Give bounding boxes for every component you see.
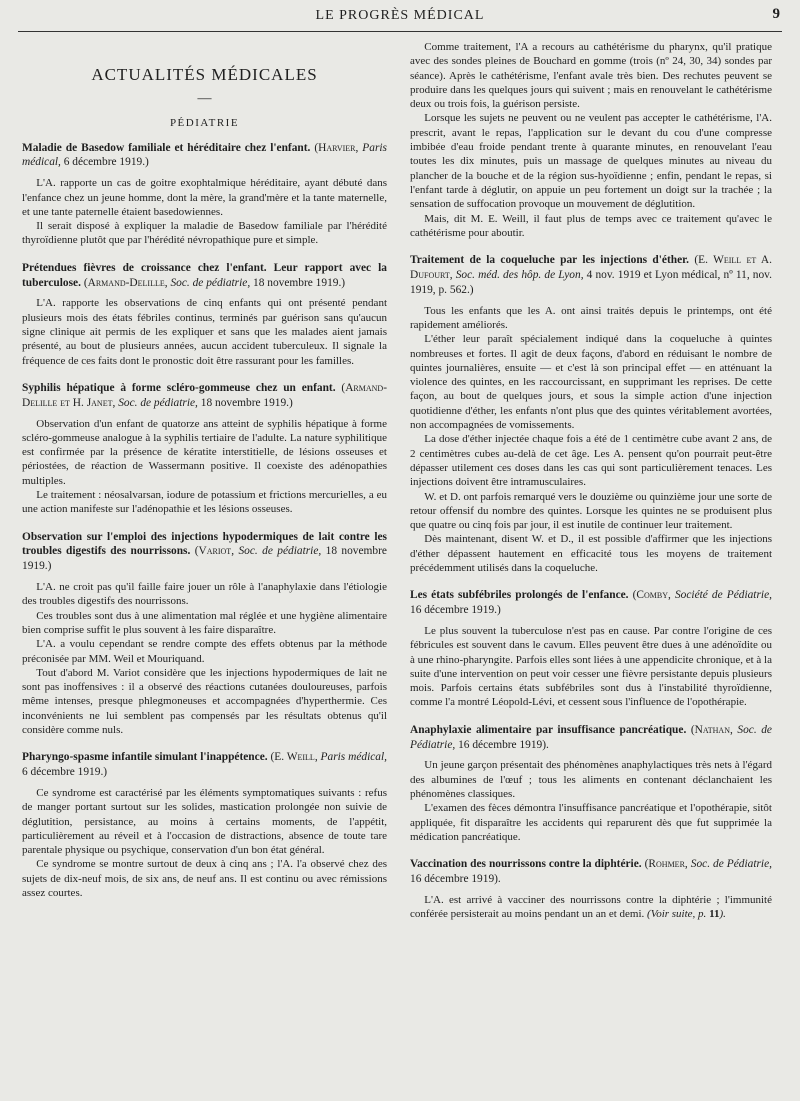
paragraph: L'A. rapporte les observations de cinq enfants qui ont présenté pendant plusieurs mois des états fébriles continus, terminés par guérison sans qu'aucun signe clinique ait permis de les expliquer et sans que les malades aient jamais présenté, au bout de plusieurs années, aucun accident tuberculeux. Il signale la fréquence de ces faits dont le pronostic doit être rassurant pour les familles. xyxy=(22,297,387,367)
article-author: Armand-Delille, xyxy=(87,276,168,289)
continuation-close: ). xyxy=(719,908,726,921)
article-coqueluche-ether xyxy=(410,253,772,575)
article-author: Nathan, xyxy=(694,723,733,736)
article-title: Prétendues fièvres de croissance chez l'enfant. Leur rapport avec la tuberculose. xyxy=(22,261,387,289)
article-pharyngo-spasme-continued xyxy=(410,40,772,240)
right-column xyxy=(410,40,772,934)
page-number: 9 xyxy=(772,6,780,22)
paragraph: Observation d'un enfant de quatorze ans atteint de syphilis hépatique à forme scléro-gommeuse analogue à la syphilis tertiaire de l'adulte. La nature syphilitique est confirmée par la présence de kératite interstitielle, de lésions osseuses et périostées, de réaction de Wassermann positive. Il coexiste des adénopathies multiples. xyxy=(22,417,387,487)
paragraph: L'A. rapporte un cas de goitre exophtalmique héréditaire, ayant débuté dans l'enfance chez un jeune homme, dont la mère, la grand'mère et la tante maternelle, et une tante paternelle étaient basedowiennes. xyxy=(22,177,387,218)
article-source: Soc. de Pédiatrie, xyxy=(410,723,772,751)
paragraph: La dose d'éther injectée chaque fois a été de 1 centimètre cube avant 2 ans, de 2 centimètres cubes au-delà de cet âge. Les A. pensent qu'on pourrait peut-être dépasser utilement ces doses dans les cas qui sont particulièrement tenaces. Les injections doivent être intramusculaires. xyxy=(410,433,772,489)
article-date: 4 nov. 1919 et Lyon médical, nº 11, nov. 1919, p. 562.) xyxy=(410,268,772,296)
article-source: Paris médical, xyxy=(22,141,387,169)
paragraph: Lorsque les sujets ne peuvent ou ne veulent pas accepter le cathétérisme, l'A. prescrit, avant le repas, l'application sur le devant du cou d'une compresse imbibée d'eau froide pendant trente à quarante minutes, en renouvelant l'eau toutes les dix minutes, puis un massage de quelques minutes au niveau du plancher de la bouche et de la région sus-hyoïdienne ; enfin, pendant le repas, si l'enfant tarde à déglutir, on appuie un peu fortement un doigt sur la trachée ; la sensation de suffocation provoque un mouvement de déglutition. xyxy=(410,112,772,211)
article-author: Harvier, xyxy=(318,141,359,154)
paragraph: Mais, dit M. E. Weill, il faut plus de temps avec ce traitement qu'avec le cathétérisme pour aboutir. xyxy=(410,212,772,239)
article-title: Pharyngo-spasme infantile simulant l'inappétence. xyxy=(22,751,268,764)
paragraph: L'A. ne croit pas qu'il faille faire jouer un rôle à l'anaphylaxie dans l'étiologie des troubles digestifs des nourrissons. xyxy=(22,581,387,608)
continuation-note xyxy=(647,908,726,920)
article-pharyngo-spasme xyxy=(22,750,387,900)
article-anaphylaxie xyxy=(410,723,772,844)
article-heading: Anaphylaxie alimentaire par insuffisance pancréatique. (Nathan, Soc. de Pédiatrie, 16 décembre 1919). xyxy=(410,723,772,751)
article-author: Comby, xyxy=(636,589,671,602)
left-column xyxy=(22,40,387,913)
page-header xyxy=(18,6,782,30)
article-author: E. Weill et A. Dufourt, xyxy=(410,254,772,281)
article-title: Traitement de la coqueluche par les injections d'éther. xyxy=(410,254,690,267)
continuation-page: 11 xyxy=(709,908,720,921)
article-etats-subfebriles xyxy=(410,588,772,709)
paragraph: Un jeune garçon présentait des phénomènes anaphylactiques très nets à l'égard des albumines de l'œuf ; tous les aliments en contenant déclanchaient les phénomènes classiques. xyxy=(410,759,772,800)
article-author: Rohmer, xyxy=(648,858,688,871)
article-source: Paris médical, xyxy=(320,751,388,764)
article-source: Société de Pédiatrie, xyxy=(674,589,772,602)
article-fievres-croissance xyxy=(22,261,387,368)
section-dash: — xyxy=(197,91,212,107)
article-title: Syphilis hépatique à forme scléro-gommeuse chez un enfant. xyxy=(22,381,336,394)
paragraph: Tous les enfants que les A. ont ainsi traités depuis le printemps, ont été rapidement améliorés. xyxy=(410,304,772,331)
article-heading: Maladie de Basedow familiale et héréditaire chez l'enfant. (Harvier, Paris médical, 6 décembre 1919.) xyxy=(22,141,387,169)
paragraph: Ce syndrome se montre surtout de deux à cinq ans ; l'A. l'a observé chez des sujets de dix-neuf mois, de six ans, de neuf ans. Il est continu ou avec rémissions assez courtes. xyxy=(22,858,387,900)
paragraph: Il serait disposé à expliquer la maladie de Basedow familiale par l'hérédité thyroïdienne plutôt que par l'hérédité névropathique pure et simple. xyxy=(22,220,387,247)
article-date: 18 novembre 1919.) xyxy=(200,396,293,409)
article-basedow xyxy=(22,141,387,248)
article-syphilis-hepatique xyxy=(22,381,387,517)
article-author: Armand-Delille et H. Janet, xyxy=(22,381,387,409)
header-rule xyxy=(18,31,782,32)
paragraph: L'examen des fèces démontra l'insuffisance pancréatique et l'opothérapie, sitôt appliquée, fit disparaître les accidents qui reparurent dès que fut supprimée la médication pancréatique. xyxy=(410,802,772,843)
paragraph: Tout d'abord M. Variot considère que les injections hypodermiques de lait ne sont pas inoffensives : il a observé des réactions cutanées douloureuses, parfois même intenses, presque phlegmoneuses et accompagnées d'hyperthermie. Ces inconvénients ne lui semblent pas compensés par les résultats obtenus qu'il considère comme nuls. xyxy=(22,666,387,737)
article-injections-lait xyxy=(22,530,387,738)
article-date: 16 décembre 1919). xyxy=(458,738,549,751)
continuation-label: (Voir suite, p. xyxy=(647,908,707,921)
article-date: 16 décembre 1919.) xyxy=(410,604,501,617)
rubric-title: PÉDIATRIE xyxy=(169,117,240,130)
paragraph: Le plus souvent la tuberculose n'est pas en cause. Par contre l'origine de ces fébricules est souvent dans le cavum. Elles peuvent être dues à une adénoïdite ou à une rhino-pharyngite. Parfois elles sont liées à une appendicite chronique, et à la suite d'une intervention on peut voir cesser une fièvre persistante depuis plusieurs mois. Parfois certains états subfébriles sont dus à l'instabilité thyroïdienne, comme l'a montré Léopold-Lévi, et cessent sous l'influence de l'opothérapie. xyxy=(410,624,772,709)
paragraph: L'A. a voulu cependant se rendre compte des effets obtenus par la méthode préconisée par MM. Weil et Mouriquand. xyxy=(22,638,387,665)
article-source: Soc. méd. des hôp. de Lyon, xyxy=(455,268,584,281)
article-title: Vaccination des nourrissons contre la diphtérie. xyxy=(410,858,642,871)
article-date: 6 décembre 1919.) xyxy=(63,156,149,169)
paragraph: Ce syndrome est caractérisé par les éléments symptomatiques suivants : refus de manger portant surtout sur les solides, mastication prolongée non suivie de déglutition, persistance, au moins à certains moments, de l'appétit, particulièrement au réveil et à l'occasion de distractions, absence de toute tare parentale physique ou psychique, conservation d'un bon état général. xyxy=(22,787,387,857)
article-source: Soc. de pédiatrie, xyxy=(118,396,198,409)
article-heading: Traitement de la coqueluche par les injections d'éther. (E. Weill et A. Dufourt, Soc. méd. des hôp. de Lyon, 4 nov. 1919 et Lyon médical, nº 11, nov. 1919, p. 562.) xyxy=(410,254,772,296)
article-heading: Pharyngo-spasme infantile simulant l'inappétence. (E. Weill, Paris médical, 6 décembre 1919.) xyxy=(22,751,388,779)
article-title: Maladie de Basedow familiale et héréditaire chez l'enfant. xyxy=(22,141,311,154)
article-heading: Prétendues fièvres de croissance chez l'enfant. Leur rapport avec la tuberculose. (Armand-Delille, Soc. de pédiatrie, 18 novembre 1919.) xyxy=(22,261,387,289)
article-heading: Syphilis hépatique à forme scléro-gommeuse chez un enfant. (Armand-Delille et H. Janet, Soc. de pédiatrie, 18 novembre 1919.) xyxy=(22,381,387,409)
article-source: Soc. de pédiatrie, xyxy=(170,276,251,289)
running-title: LE PROGRÈS MÉDICAL xyxy=(315,8,485,23)
article-date: 16 décembre 1919). xyxy=(410,872,501,885)
article-heading: Observation sur l'emploi des injections hypodermiques de lait contre les troubles digestifs des nourrissons. (Variot, Soc. de pédiatrie, 18 novembre 1919.) xyxy=(22,530,387,573)
paragraph: L'éther leur paraît spécialement indiqué dans la coqueluche à quintes nombreuses et fortes. Il agit de deux façons, d'abord en réduisant le nombre de quintes journalières, ensuite — et c'est là son principal effet — en atténuant la violence des quintes, en les raccourcissant, en supprimant les reprises. De cette façon, au bout de quelques jours, et sous la simple action d'une injection quotidienne d'éther, les enfants n'ont plus que des quintes véritablement avortées, non accompagnées de vomissements. xyxy=(410,333,772,432)
paragraph: Le traitement : néosalvarsan, iodure de potassium et frictions mercurielles, a eu une action manifeste sur l'adénopathie et les lésions osseuses. xyxy=(22,489,387,516)
article-heading: Vaccination des nourrissons contre la diphtérie. (Rohmer, Soc. de Pédiatrie, 16 décembre 1919). xyxy=(410,858,772,885)
paragraph: Dès maintenant, disent W. et D., il est possible d'affirmer que les injections d'éther dépassent hautement en efficacité tous les moyens de traitement précédemment utilisés dans la coqueluche. xyxy=(410,533,772,574)
article-title: Anaphylaxie alimentaire par insuffisance pancréatique. xyxy=(410,723,687,736)
paragraph: Ces troubles sont dus à une alimentation mal réglée et une hygiène alimentaire bien comprise suffit le plus souvent à les faire disparaître. xyxy=(22,609,387,636)
paragraph: Comme traitement, l'A a recours au cathétérisme du pharynx, qu'il pratique avec des sondes pleines de Bouchard en gomme (trois (nº 24, 30, 34) sondes par séance). Après le cathétérisme, l'enfant avale très bien. Des rechutes peuvent se produire dans les quelques jours qui suivent ; mais en renouvelant le cathétérisme deux ou trois fois, la guérison persiste. xyxy=(410,41,772,111)
article-title: Observation sur l'emploi des injections hypodermiques de lait contre les troubles digestifs des nourrissons. xyxy=(22,530,387,558)
article-date: 6 décembre 1919.) xyxy=(22,766,108,779)
article-author: E. Weill, xyxy=(274,751,318,764)
section-title: ACTUALITÉS MÉDICALES xyxy=(91,65,318,84)
article-date: 18 novembre 1919.) xyxy=(22,545,387,573)
article-title: Les états subfébriles prolongés de l'enfance. xyxy=(410,589,629,602)
paragraph xyxy=(410,893,772,922)
article-author: Variot, xyxy=(198,545,235,558)
article-heading: Les états subfébriles prolongés de l'enfance. (Comby, Société de Pédiatrie, 16 décembre 1919.) xyxy=(410,589,772,617)
article-source: Soc. de pédiatrie, xyxy=(238,545,322,558)
paragraph-text: L'A. est arrivé à vacciner des nourrissons contre la diphtérie ; l'immunité conférée persisterait au moins pendant un an et demi. xyxy=(410,893,772,921)
article-source: Soc. de Pédiatrie, xyxy=(690,858,772,871)
paragraph: W. et D. ont parfois remarqué vers le douzième ou quinzième jour une sorte de retour offensif du nombre des quintes. Lorsque les quintes ne se produisent plus que quatre ou cinq fois par jour, il est inutile de continuer leur traitement. xyxy=(410,490,772,532)
article-vaccination-diphterie xyxy=(410,857,772,921)
article-date: 18 novembre 1919.) xyxy=(253,276,346,289)
